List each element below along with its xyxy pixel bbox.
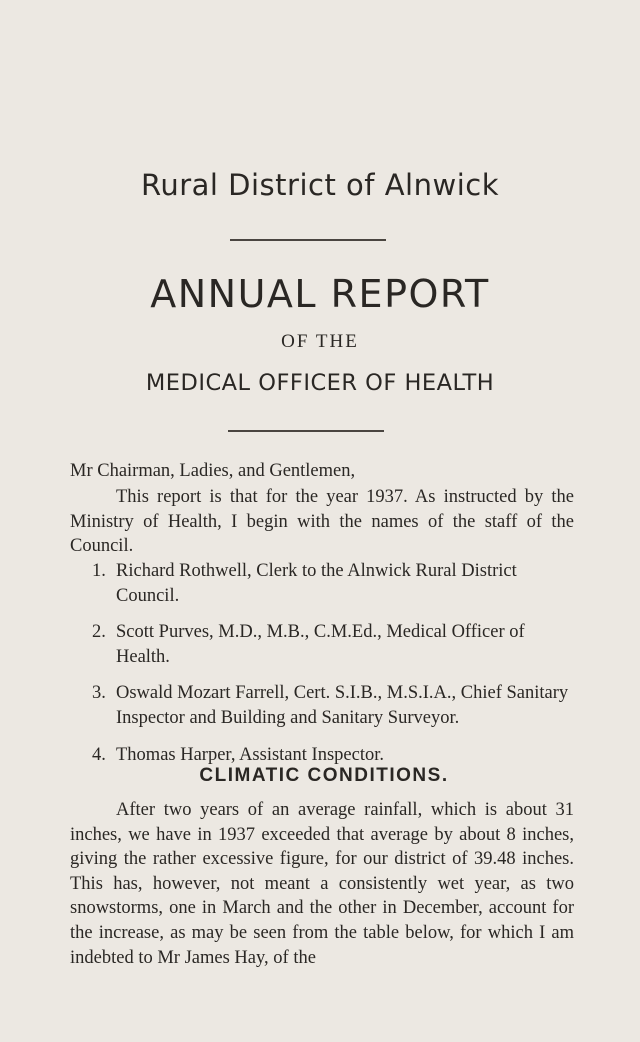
- staff-entry: Scott Purves, M.D., M.B., C.M.Ed., Medical Officer of Health.: [116, 622, 525, 667]
- staff-list-item: [70, 681, 580, 730]
- staff-number: 1.: [92, 561, 106, 581]
- title-divider-bottom: [228, 430, 384, 432]
- intro-paragraph: This report is that for the year 1937. As instructed by the Ministry of Health, I begin with the names of the staff of the Council.: [70, 487, 574, 556]
- staff-entry: Richard Rothwell, Clerk to the Alnwick Rural District Council.: [116, 561, 517, 606]
- staff-entry: Oswald Mozart Farrell, Cert. S.I.B., M.S.I.A., Chief Sanitary Inspector and Building and Sanitary Surveyor.: [116, 683, 569, 728]
- staff-list-item: [70, 620, 580, 669]
- report-subtitle-of-the: OF THE: [281, 331, 359, 352]
- staff-number: 2.: [92, 622, 106, 642]
- staff-entry: Thomas Harper, Assistant Inspector.: [116, 745, 384, 765]
- staff-number: 3.: [92, 683, 106, 703]
- report-office-title: MEDICAL OFFICER OF HEALTH: [145, 370, 495, 396]
- staff-number: 4.: [92, 745, 106, 765]
- report-title: ANNUAL REPORT: [150, 272, 490, 316]
- staff-list-item: [70, 559, 580, 608]
- staff-list: [70, 559, 580, 768]
- section-body: After two years of an average rainfall, which is about 31 inches, we have in 1937 exceeded that average by about 8 inches, giving the rather excessive figure, for our district of 39.48 inches. This has, however, not meant a consistently wet year, as two snowstorms, one in March and the other in December, account for the increase, as may be seen from the table below, for which I am indebted to Mr James Hay, of the: [70, 800, 574, 968]
- district-title: Rural District of Alnwick: [140, 168, 500, 202]
- section-heading: CLIMATIC CONDITIONS.: [199, 765, 449, 786]
- title-divider-top: [230, 239, 386, 241]
- salutation: Mr Chairman, Ladies, and Gentlemen,: [70, 461, 356, 481]
- staff-list-item: [70, 743, 580, 768]
